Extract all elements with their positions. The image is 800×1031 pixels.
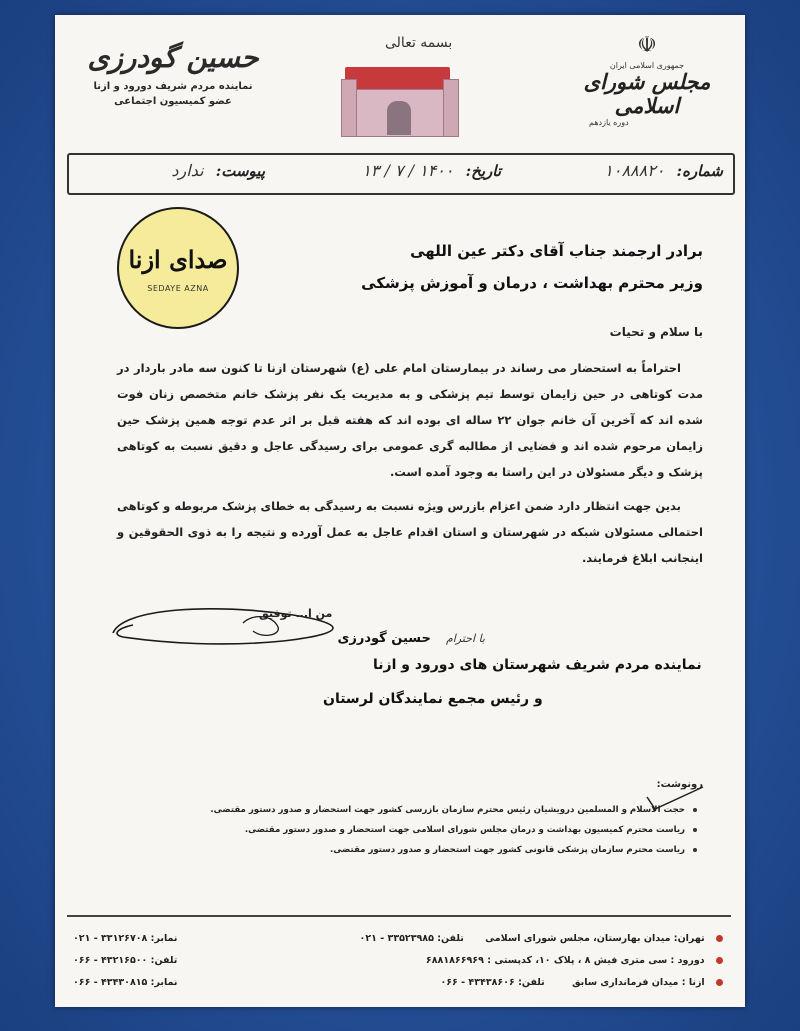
bullet-icon — [693, 848, 697, 852]
number-label: شماره: — [676, 162, 723, 180]
logo-text: صدای ازنا — [128, 245, 228, 274]
majlis-header — [577, 35, 717, 127]
majlis-period: دوره یازدهم — [589, 118, 629, 127]
number-value: ۱۰۸۸۸۲۰ — [604, 161, 665, 180]
footer-row-dorud — [73, 955, 723, 966]
iran-emblem-icon: ☫ — [637, 33, 657, 58]
letter-date — [354, 161, 501, 180]
letter-number — [596, 161, 723, 180]
letter-info-bar — [67, 153, 735, 195]
sedaye-azna-logo — [117, 207, 239, 329]
cc-item: حجت الاسلام و المسلمین درویشیان رئیس محترم سازمان بازرسی کشور جهت استحضار و صدور دستور مقتضی. — [157, 800, 697, 820]
cc-item: ریاست محترم سازمان پزشکی قانونی کشور جهت استحضار و صدور دستور مقتضی. — [157, 840, 697, 860]
representative-title: نماینده مردم شریف دورود و ازنا — [93, 81, 253, 92]
letter-footer — [67, 915, 731, 999]
body-paragraph-2: بدین جهت انتظار دارد ضمن اعزام بازرس ویژه نسبت به رسیدگی به خطای پزشک مربوطه و کوتاهی احتمالی مسئولان شبکه در شهرستان و استان اقدام عاجل به عمل آورده و نتیجه را به ذوی الحقوقین و اینجانب ابلاغ فرمایند. — [117, 499, 703, 565]
signature-prefix: با احترام — [445, 632, 485, 645]
bismillah-mark: بسمه تعالی — [385, 35, 453, 51]
bullet-icon — [693, 808, 697, 812]
recipient-block — [283, 235, 703, 299]
majlis-name: مجلس شورای اسلامی — [583, 69, 711, 118]
bullet-icon — [693, 828, 697, 832]
cc-item: ریاست محترم کمیسیون بهداشت و درمان مجلس شورای اسلامی جهت استحضار و صدور دستور مقتضی. — [157, 820, 697, 840]
dorud-phone: تلفن: ۴۳۲۱۶۵۰۰ - ۰۶۶ — [73, 955, 178, 966]
dorud-address: دورود : سی متری فیش ۸ ، پلاک ۱۰، کدپستی : ۶۸۸۱۸۶۶۹۶۹ — [425, 955, 705, 966]
body-paragraph-1: احتراماً به استحضار می رساند در بیمارستان امام علی (ع) شهرستان ازنا تا کنون سه مادر باردار در مدت کوتاهی در حین زایمان توسط تیم پزشکی و به مدیریت یک نفر پزشک خانم متخصص زنان فوت شده اند که آخرین آن خانم جوان ۲۲ ساله ای بوده اند که هفته قبل بر اثر عدم توجه همین پزشک حین زایمان مرحوم شده اند و فضایی از مطالبه گری عمومی برای رسیدگی عاجل و دقیق نسبت به کوتاهی پزشک و دیگر مسئولان در این راستا به وجود آمده است. — [117, 361, 703, 479]
azna-fax: نمابر: ۴۳۴۳۰۸۱۵ - ۰۶۶ — [73, 977, 178, 988]
building-right-tower — [443, 79, 459, 137]
recipient-title: وزیر محترم بهداشت ، درمان و آموزش پزشکی — [361, 274, 703, 292]
signer-title-2: و رئیس مجمع نمایندگان لرستان — [323, 691, 543, 707]
tehran-address: تهران: میدان بهارستان، مجلس شورای اسلامی — [485, 933, 705, 944]
closing-phrase: من ا... توفیق — [259, 607, 333, 620]
greeting: با سلام و تحیات — [609, 325, 703, 339]
building-left-tower — [341, 79, 357, 137]
signer-title: نماینده مردم شریف شهرستان های دورود و ازنا — [373, 657, 702, 673]
letter-page — [55, 15, 745, 1007]
representative-name: حسین گودرزی — [87, 41, 259, 74]
azna-phone: تلفن: ۴۳۴۳۸۶۰۶ - ۰۶۶ — [440, 977, 545, 988]
attachment-label: پیوست: — [215, 162, 265, 180]
cc-list — [157, 800, 697, 860]
location-dot-icon — [716, 957, 723, 964]
recipient-name: برادر ارجمند جناب آقای دکتر عین اللهی — [410, 242, 703, 260]
footer-row-tehran — [73, 933, 723, 944]
date-label: تاریخ: — [465, 162, 501, 180]
letter-attachment — [163, 161, 265, 180]
date-value: ۱۴۰۰ / ۷ / ۱۳ — [362, 161, 454, 180]
signer-name: حسین گودرزی — [337, 631, 431, 646]
attachment-value: ندارد — [171, 161, 204, 180]
location-dot-icon — [716, 935, 723, 942]
logo-ribbon — [345, 67, 450, 89]
building-gate — [387, 101, 411, 135]
representative-commission: عضو کمیسیون اجتماعی — [114, 96, 232, 107]
footer-row-azna — [73, 977, 723, 988]
tehran-phone: تلفن: ۳۳۵۲۳۹۸۵ - ۰۲۱ — [359, 933, 464, 944]
representative-header — [83, 43, 263, 107]
majlis-subtitle: جمهوری اسلامی ایران — [609, 61, 685, 70]
signature-block — [285, 627, 485, 646]
tehran-fax: نمابر: ۳۳۱۲۶۷۰۸ - ۰۲۱ — [73, 933, 178, 944]
parliament-building-logo — [335, 35, 465, 155]
logo-subtext: SEDAYE AZNA — [147, 284, 209, 293]
location-dot-icon — [716, 979, 723, 986]
cc-heading: رونوشت: — [656, 779, 703, 790]
azna-address: ازنا : میدان فرمانداری سابق — [572, 977, 705, 988]
letter-body — [117, 355, 703, 579]
